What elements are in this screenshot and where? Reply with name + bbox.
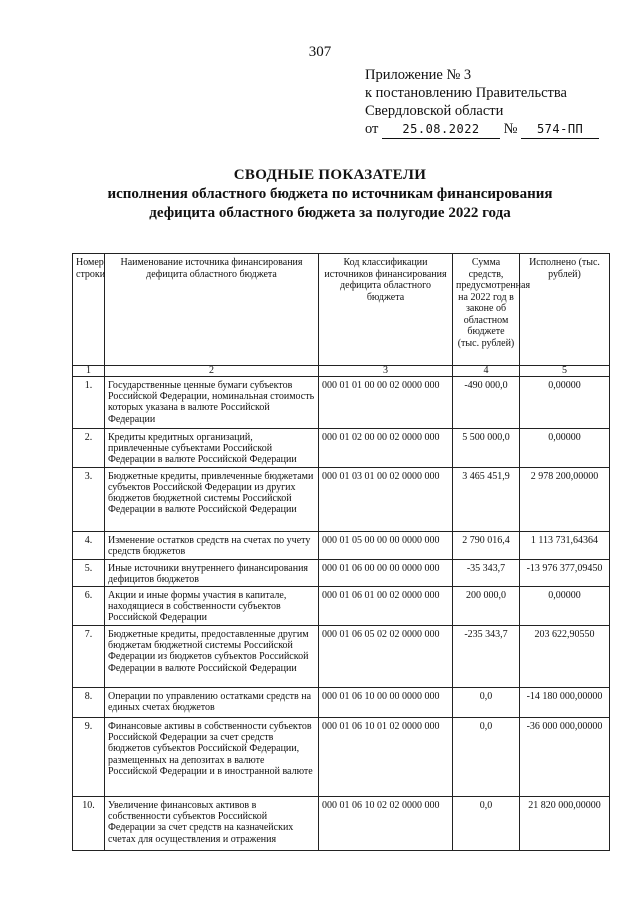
column-index: 2 <box>105 366 319 377</box>
table-row <box>73 467 610 531</box>
row-number: 3. <box>73 467 105 531</box>
budget-sources-table <box>72 253 610 851</box>
appendix-line-2: к постановлению Правительства <box>365 85 567 101</box>
appendix-date-line <box>365 120 599 139</box>
row-name <box>105 797 319 851</box>
column-index: 1 <box>73 366 105 377</box>
table-row <box>73 559 610 586</box>
row-number: 7. <box>73 626 105 688</box>
appendix-block <box>365 66 599 139</box>
row-name: Государственные ценные бумаги субъектов Российской Федерации, номинальная стоимость которых указана в валюте Российской Федерации <box>105 377 319 429</box>
decree-date: 25.08.2022 <box>382 120 500 139</box>
row-executed: 21 820 000,00000 <box>520 797 610 851</box>
row-planned: 0,0 <box>453 718 520 797</box>
column-index: 4 <box>453 366 520 377</box>
row-executed: -13 976 377,09450 <box>520 559 610 586</box>
row-name: Кредиты кредитных организаций, привлеченные субъектами Российской Федерации в валюте Российской Федерации <box>105 429 319 468</box>
appendix-line-1: Приложение № 3 <box>365 67 472 83</box>
row-number: 10. <box>73 797 105 851</box>
row-name: Финансовые активы в собственности субъектов Российской Федерации за счет средств бюджетов субъектов Российской Федерации, размещенных на депозитах в валюте Российской Федерации и в иностранной валюте <box>105 718 319 797</box>
row-name: Бюджетные кредиты, предоставленные другим бюджетам бюджетной системы Российской Федерации из бюджетов субъектов Российской Федерации в валюте Российской Федерации <box>105 626 319 688</box>
table-row <box>73 718 610 797</box>
table-header-row <box>73 254 610 366</box>
page-number: 307 <box>308 44 332 60</box>
header-code: Код классификации источников финансирования дефицита областного бюджета <box>319 254 453 366</box>
row-code: 000 01 06 10 02 02 0000 000 <box>319 797 453 851</box>
row-number: 9. <box>73 718 105 797</box>
row-number: 5. <box>73 559 105 586</box>
title-line-2: исполнения областного бюджета по источникам финансирования <box>107 186 553 202</box>
row-number: 1. <box>73 377 105 429</box>
row-code: 000 01 01 00 00 02 0000 000 <box>319 377 453 429</box>
row-planned: 5 500 000,0 <box>453 429 520 468</box>
row-name-text: Увеличение финансовых активов в собственности субъектов Российской Федерации за счет средств на казначейских счетах для осуществления и отражения <box>108 800 294 845</box>
column-index: 5 <box>520 366 610 377</box>
row-code: 000 01 06 10 01 02 0000 000 <box>319 718 453 797</box>
row-name: Иные источники внутреннего финансирования дефицитов бюджетов <box>105 559 319 586</box>
row-number: 4. <box>73 531 105 559</box>
row-number: 6. <box>73 587 105 626</box>
row-executed: 0,00000 <box>520 587 610 626</box>
document-title <box>40 166 620 223</box>
row-number: 8. <box>73 688 105 718</box>
row-planned: -35 343,7 <box>453 559 520 586</box>
row-executed: 0,00000 <box>520 429 610 468</box>
row-executed: 1 113 731,64364 <box>520 531 610 559</box>
header-executed: Исполнено (тыс. рублей) <box>520 254 610 366</box>
table-row <box>73 429 610 468</box>
decree-number: 574-ПП <box>521 120 599 139</box>
row-code: 000 01 06 00 00 00 0000 000 <box>319 559 453 586</box>
table-row <box>73 688 610 718</box>
row-code: 000 01 02 00 00 02 0000 000 <box>319 429 453 468</box>
header-planned: Сумма средств, предусмотренная на 2022 год в законе об областном бюджете (тыс. рублей) <box>453 254 520 366</box>
date-prefix: от <box>365 121 379 137</box>
header-name: Наименование источника финансирования дефицита областного бюджета <box>105 254 319 366</box>
column-index-row <box>73 366 610 377</box>
row-name: Операции по управлению остатками средств на единых счетах бюджетов <box>105 688 319 718</box>
row-planned: 3 465 451,9 <box>453 467 520 531</box>
row-code: 000 01 03 01 00 02 0000 000 <box>319 467 453 531</box>
row-executed: 2 978 200,00000 <box>520 467 610 531</box>
row-code: 000 01 06 05 02 02 0000 000 <box>319 626 453 688</box>
row-executed: 0,00000 <box>520 377 610 429</box>
row-code: 000 01 06 01 00 02 0000 000 <box>319 587 453 626</box>
table-row <box>73 626 610 688</box>
row-executed: -36 000 000,00000 <box>520 718 610 797</box>
row-name: Изменение остатков средств на счетах по учету средств бюджетов <box>105 531 319 559</box>
column-index: 3 <box>319 366 453 377</box>
row-planned: 0,0 <box>453 688 520 718</box>
table-row <box>73 377 610 429</box>
row-planned: 200 000,0 <box>453 587 520 626</box>
row-code: 000 01 05 00 00 00 0000 000 <box>319 531 453 559</box>
table-row <box>73 587 610 626</box>
row-planned: 2 790 016,4 <box>453 531 520 559</box>
row-planned: 0,0 <box>453 797 520 851</box>
number-prefix: № <box>503 121 518 137</box>
row-number: 2. <box>73 429 105 468</box>
row-name: Акции и иные формы участия в капитале, находящиеся в собственности субъектов Российской Федерации <box>105 587 319 626</box>
table-row <box>73 797 610 851</box>
row-planned: -490 000,0 <box>453 377 520 429</box>
title-line-3: дефицита областного бюджета за полугодие 2022 года <box>149 205 511 221</box>
header-number: Номер строки <box>73 254 105 366</box>
row-executed: 203 622,90550 <box>520 626 610 688</box>
table-row <box>73 531 610 559</box>
row-executed: -14 180 000,00000 <box>520 688 610 718</box>
title-line-1: СВОДНЫЕ ПОКАЗАТЕЛИ <box>233 167 427 183</box>
row-name: Бюджетные кредиты, привлеченные бюджетами субъектов Российской Федерации из других бюджетов бюджетной системы Российской Федерации в валюте Российской Федерации <box>105 467 319 531</box>
appendix-line-3: Свердловской области <box>365 103 504 119</box>
row-planned: -235 343,7 <box>453 626 520 688</box>
row-code: 000 01 06 10 00 00 0000 000 <box>319 688 453 718</box>
